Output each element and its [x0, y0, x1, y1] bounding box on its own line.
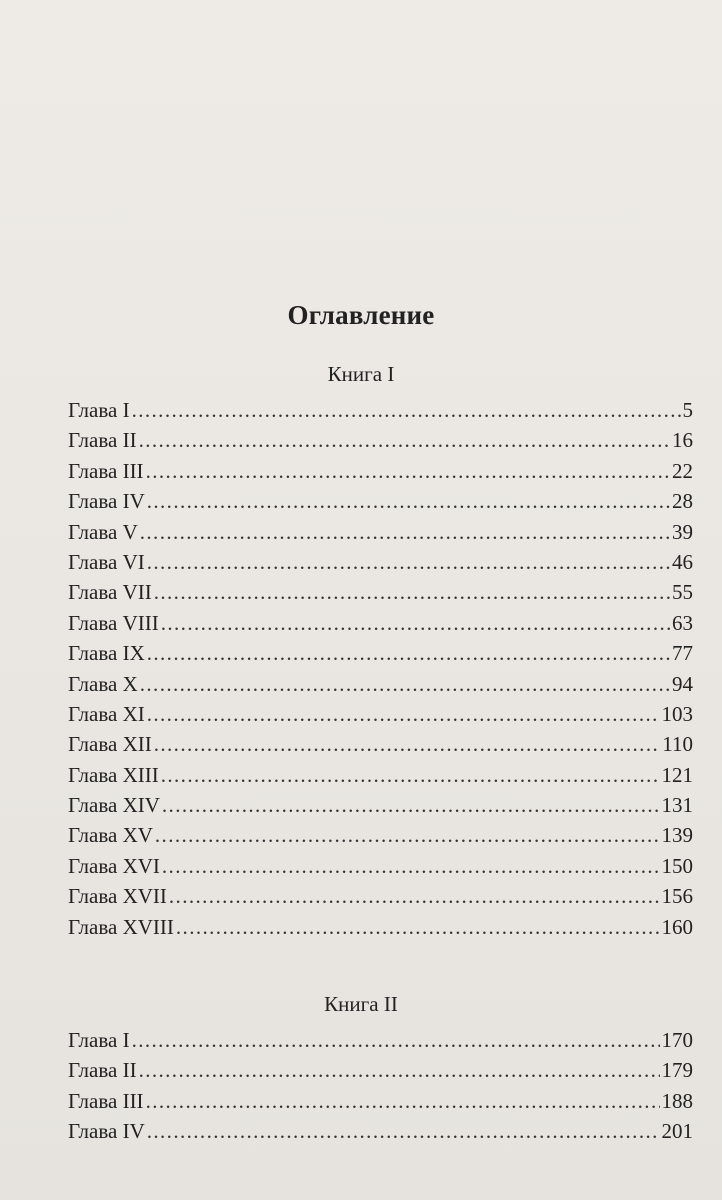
chapter-page-number: 179 [661, 1058, 693, 1083]
chapter-label: Глава VIII [68, 610, 159, 635]
dot-leader [139, 425, 670, 455]
toc-entry [68, 1116, 693, 1146]
chapter-page-number: 160 [661, 914, 693, 939]
toc-title: Оглавление [287, 300, 435, 330]
toc-entry [68, 547, 693, 577]
chapter-page-number: 16 [672, 428, 693, 453]
dot-leader [140, 517, 670, 547]
chapter-label: Глава XIII [68, 762, 159, 787]
toc-entry [68, 456, 693, 486]
dot-leader [147, 1116, 660, 1146]
chapter-label: Глава III [68, 1088, 144, 1113]
chapter-label: Глава IV [68, 1119, 145, 1144]
dot-leader [169, 881, 660, 911]
toc-list-book-1 [68, 395, 693, 942]
chapter-label: Глава X [68, 671, 138, 696]
chapter-label: Глава II [68, 428, 137, 453]
chapter-label: Глава XVII [68, 884, 167, 909]
chapter-page-number: 22 [672, 458, 693, 483]
chapter-page-number: 55 [672, 580, 693, 605]
toc-entry [68, 517, 693, 547]
dot-leader [140, 669, 670, 699]
dot-leader [147, 638, 670, 668]
dot-leader [155, 820, 660, 850]
toc-entry [68, 395, 693, 425]
chapter-page-number: 131 [661, 793, 693, 818]
toc-list-book-2 [68, 1025, 693, 1147]
chapter-page-number: 121 [661, 762, 693, 787]
toc-entry [68, 820, 693, 850]
chapter-page-number: 103 [661, 701, 693, 726]
toc-entry [68, 608, 693, 638]
dot-leader [147, 699, 660, 729]
toc-entry [68, 425, 693, 455]
toc-entry [68, 699, 693, 729]
chapter-label: Глава IV [68, 489, 145, 514]
chapter-page-number: 150 [661, 853, 693, 878]
toc-entry [68, 881, 693, 911]
dot-leader [161, 608, 670, 638]
dot-leader [154, 729, 661, 759]
chapter-label: Глава III [68, 458, 144, 483]
dot-leader [161, 760, 660, 790]
chapter-page-number: 139 [661, 823, 693, 848]
chapter-page-number: 28 [672, 489, 693, 514]
book-heading-1: Книга I [327, 362, 395, 386]
book-heading-2: Книга II [324, 992, 398, 1016]
chapter-page-number: 170 [661, 1028, 693, 1052]
toc-entry [68, 1055, 693, 1085]
toc-entry [68, 638, 693, 668]
toc-entry [68, 1086, 693, 1116]
dot-leader [139, 1055, 660, 1085]
chapter-label: Глава XVIII [68, 914, 174, 939]
chapter-page-number: 201 [661, 1119, 693, 1144]
dot-leader [176, 912, 660, 942]
chapter-label: Глава IX [68, 641, 145, 666]
chapter-label: Глава XI [68, 701, 145, 726]
chapter-page-number: 39 [672, 519, 693, 544]
dot-leader [147, 486, 670, 516]
chapter-label: Глава I [68, 1028, 130, 1052]
dot-leader [146, 456, 670, 486]
dot-leader [162, 790, 660, 820]
dot-leader [132, 395, 681, 425]
chapter-label: Глава XVI [68, 853, 160, 878]
toc-entry [68, 912, 693, 942]
dot-leader [146, 1086, 660, 1116]
chapter-label: Глава II [68, 1058, 137, 1083]
chapter-page-number: 94 [672, 671, 693, 696]
chapter-page-number: 156 [661, 884, 693, 909]
dot-leader [132, 1025, 660, 1055]
toc-entry [68, 790, 693, 820]
chapter-label: Глава I [68, 398, 130, 422]
dot-leader [154, 577, 670, 607]
toc-entry [68, 486, 693, 516]
toc-entry [68, 760, 693, 790]
chapter-page-number: 188 [661, 1088, 693, 1113]
chapter-page-number: 46 [672, 549, 693, 574]
chapter-page-number: 77 [672, 641, 693, 666]
chapter-label: Глава VII [68, 580, 152, 605]
toc-entry [68, 729, 693, 759]
chapter-page-number: 63 [672, 610, 693, 635]
toc-entry [68, 1025, 693, 1055]
chapter-label: Глава XII [68, 732, 152, 757]
chapter-page-number: 110 [662, 732, 693, 757]
dot-leader [147, 547, 670, 577]
chapter-label: Глава VI [68, 549, 145, 574]
toc-entry [68, 851, 693, 881]
chapter-label: Глава XV [68, 823, 153, 848]
chapter-page-number: 5 [682, 398, 693, 422]
toc-entry [68, 669, 693, 699]
chapter-label: Глава XIV [68, 793, 160, 818]
dot-leader [162, 851, 660, 881]
toc-entry [68, 577, 693, 607]
chapter-label: Глава V [68, 519, 138, 544]
